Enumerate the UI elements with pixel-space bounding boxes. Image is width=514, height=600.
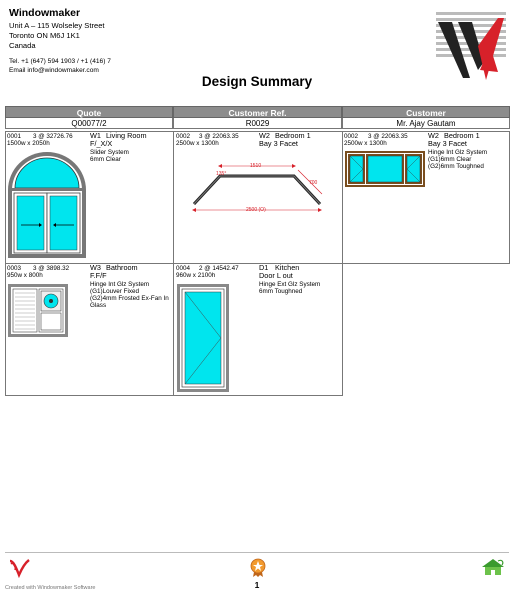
item-type: Bay 3 Facet [259, 139, 298, 148]
company-address: Unit A – 115 Wolseley Street Toronto ON M6J 1K1 Canada [9, 21, 105, 50]
item-number: 0002 [344, 133, 359, 140]
item-code: W2 [428, 131, 439, 140]
item-size: 2500w x 1300h [176, 140, 219, 147]
company-contact [9, 58, 111, 75]
item-name: Bathroom [106, 263, 138, 272]
item-type: Door L out [259, 271, 293, 280]
item-number: 0001 [7, 133, 22, 140]
customer-header: Customer [342, 106, 510, 118]
customer-value: Mr. Ajay Gautam [342, 118, 510, 129]
bay-dim-overall: 2500 (O) [246, 207, 266, 213]
tel: Tel. +1 (647) 594 1903 / +1 (416) 7 [9, 58, 111, 65]
window-drawing-w1 [6, 150, 88, 260]
bay-dim-angle: 135° [216, 171, 227, 177]
item-code: W2 [259, 131, 270, 140]
item-size: 960w x 2100h [176, 272, 216, 279]
bay-elevation-drawing-w2 [344, 150, 426, 188]
item-name: Bedroom 1 [444, 131, 480, 140]
email: Email info@windowmaker.com [9, 66, 99, 74]
item-code: W3 [90, 263, 101, 272]
award-badge-icon [249, 558, 267, 578]
page-title: Design Summary [201, 74, 313, 89]
footer-credit: Created with Windowmaker Software [5, 585, 96, 591]
customer-ref-value: R0029 [173, 118, 342, 129]
item-qty-price: 3 @ 3898.32 [33, 265, 70, 272]
customer-ref-header: Customer Ref. [173, 106, 342, 118]
bay-dim-top: 1510 [250, 163, 262, 169]
item-name: Living Room [106, 131, 147, 140]
green-home-icon [480, 557, 506, 577]
bay-plan-drawing-w2 [186, 158, 328, 218]
company-name: Windowmaker [9, 7, 81, 19]
page-number: 1 [254, 580, 260, 590]
item-code: W1 [90, 131, 101, 140]
footer-divider [5, 552, 509, 553]
quote-header: Quote [5, 106, 173, 118]
item-type: F.F/F [90, 271, 107, 280]
item-name: Kitchen [275, 263, 300, 272]
item-number: 0003 [7, 265, 22, 272]
door-drawing-d1 [176, 283, 230, 393]
item-type: Bay 3 Facet [428, 139, 467, 148]
item-number: 0002 [176, 133, 191, 140]
item-qty-price: 3 @ 32726.76 [33, 133, 73, 140]
item-code: D1 [259, 263, 269, 272]
item-size: 950w x 800h [7, 272, 43, 279]
quote-value: Q00077/2 [5, 118, 173, 129]
bay-dim-side: 700 [309, 180, 318, 186]
window-drawing-w3 [7, 283, 69, 338]
quality-check-logo-icon [8, 558, 30, 578]
item-size: 2500w x 1300h [344, 140, 387, 147]
item-type: F/_X/X [90, 139, 113, 148]
item-qty-price: 3 @ 22063.35 [368, 133, 408, 140]
item-qty-price: 2 @ 14542.47 [199, 265, 239, 272]
item-number: 0004 [176, 265, 191, 272]
item-qty-price: 3 @ 22063.35 [199, 133, 239, 140]
item-size: 1500w x 2050h [7, 140, 50, 147]
item-name: Bedroom 1 [275, 131, 311, 140]
